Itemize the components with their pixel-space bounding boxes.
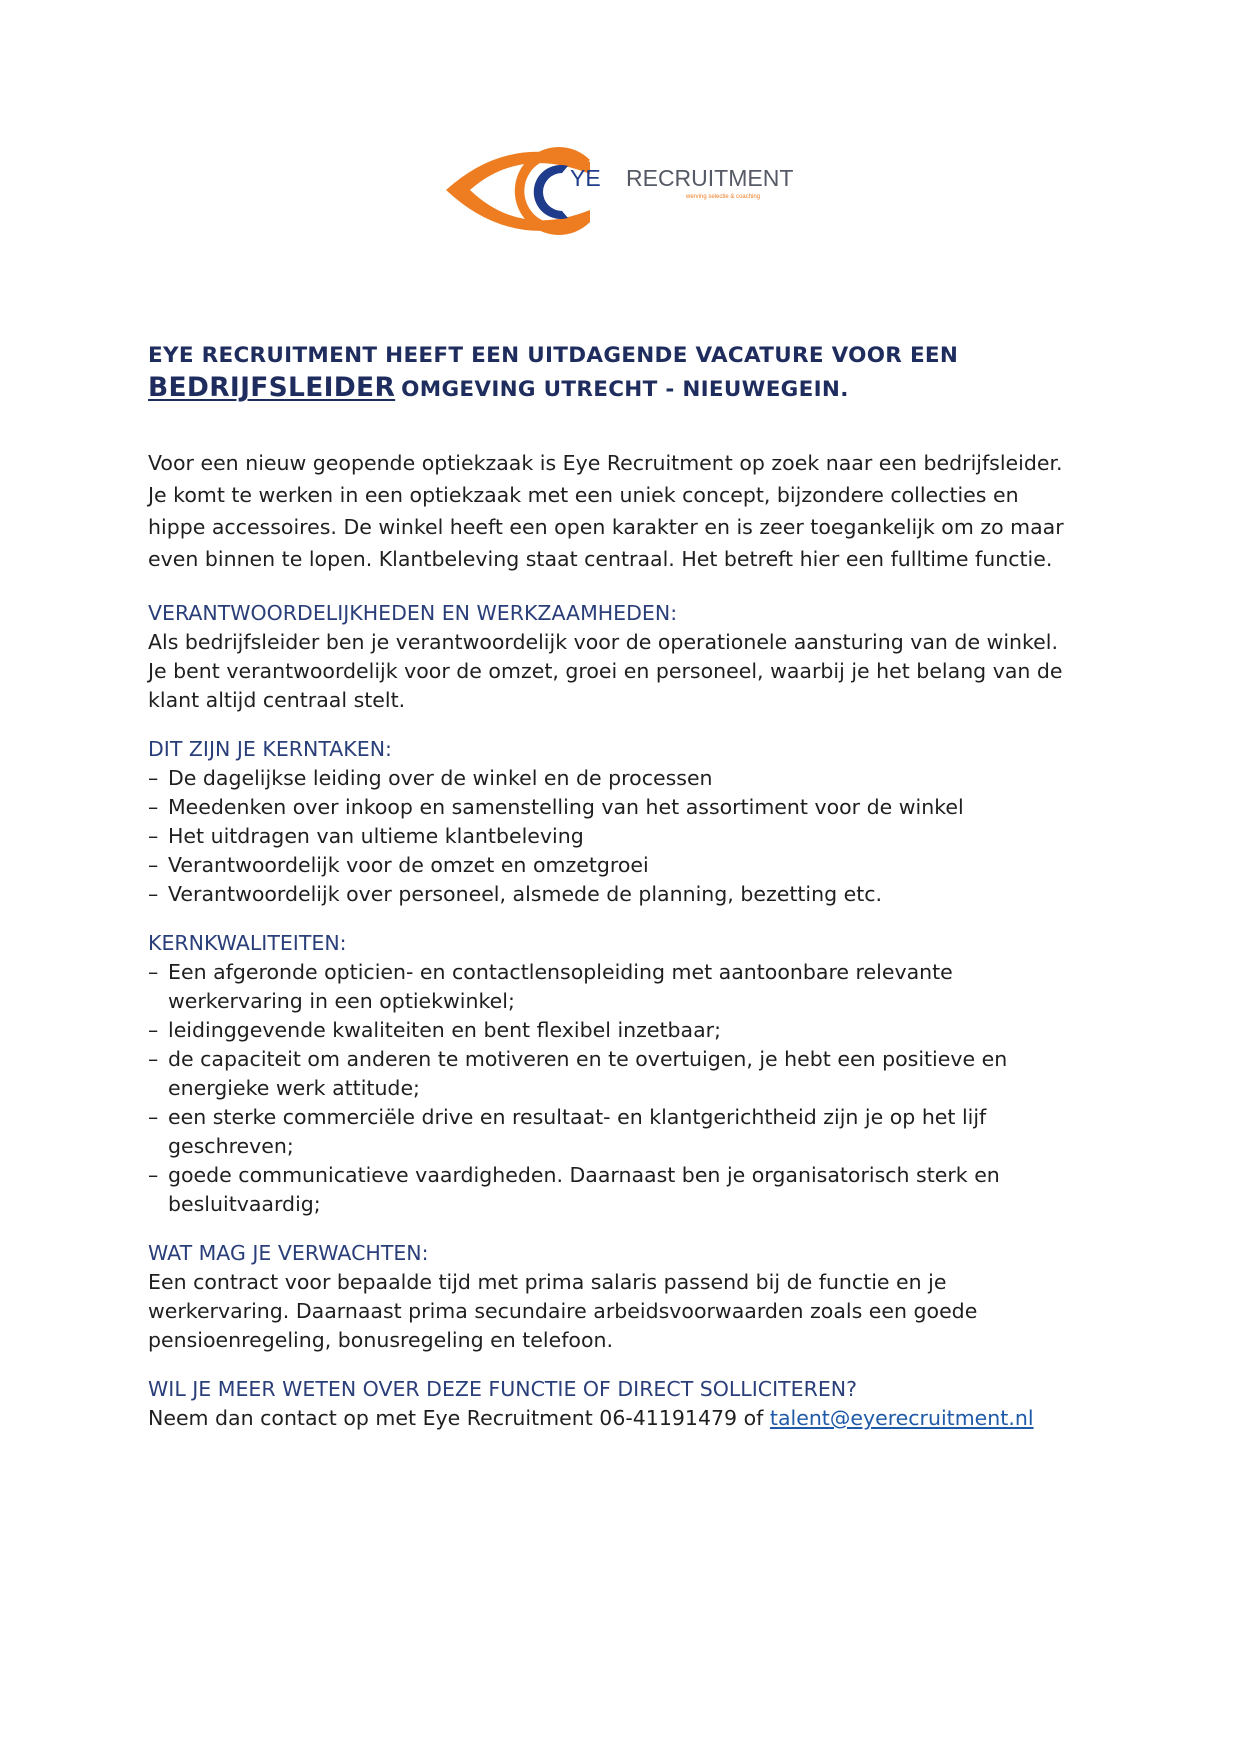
expectations-line: pensioenregeling, bonusregeling en telefoon. (148, 1328, 614, 1352)
logo-recruitment-text: RECRUITMENT (626, 165, 794, 191)
list-dash: – (148, 766, 159, 790)
list-item (148, 958, 1118, 1016)
list-item-text-continued: werkervaring in een optiekwinkel; (168, 989, 515, 1013)
list-dash: – (148, 1047, 159, 1071)
core-qualities-section (148, 929, 1118, 1219)
core-tasks-list (148, 764, 1118, 909)
contact-heading: WIL JE MEER WETEN OVER DEZE FUNCTIE OF DIRECT SOLLICITEREN? (148, 1377, 858, 1401)
list-item-text-continued: energieke werk attitude; (168, 1076, 420, 1100)
responsibilities-line: klant altijd centraal stelt. (148, 688, 406, 712)
list-item-text: de capaciteit om anderen te motiveren en te overtuigen, je hebt een positieve en (168, 1047, 1008, 1071)
logo-ye-text: YE (570, 165, 601, 191)
contact-line (148, 1404, 1118, 1433)
contact-text: Neem dan contact op met Eye Recruitment 06-41191479 of (148, 1406, 764, 1430)
core-qualities-heading: KERNKWALITEITEN: (148, 931, 347, 955)
headline-line-2 (148, 372, 1108, 406)
list-item (148, 1161, 1118, 1219)
intro-paragraph (148, 447, 1118, 575)
list-item (148, 880, 1118, 909)
list-item (148, 1103, 1118, 1161)
list-dash: – (148, 1163, 159, 1187)
intro-line: Voor een nieuw geopende optiekzaak is Eye Recruitment op zoek naar een bedrijfsleider. (148, 451, 1063, 475)
list-item-text: Een afgeronde opticien- en contactlensopleiding met aantoonbare relevante (168, 960, 953, 984)
expectations-line: werkervaring. Daarnaast prima secundaire arbeidsvoorwaarden zoals een goede (148, 1299, 978, 1323)
core-qualities-list (148, 958, 1118, 1219)
contact-section (148, 1375, 1118, 1433)
list-dash: – (148, 1018, 159, 1042)
list-item (148, 764, 1118, 793)
job-title: BEDRIJFSLEIDER (148, 372, 396, 403)
list-dash: – (148, 960, 159, 984)
list-item-text-continued: geschreven; (168, 1134, 294, 1158)
job-headline (148, 342, 1108, 406)
list-item-text: Meedenken over inkoop en samenstelling van het assortiment voor de winkel (168, 795, 964, 819)
company-logo (440, 138, 800, 263)
list-item-text: een sterke commerciële drive en resultaat- en klantgerichtheid zijn je op het lijf (168, 1105, 987, 1129)
list-item (148, 1045, 1118, 1103)
intro-line: hippe accessoires. De winkel heeft een open karakter en is zeer toegankelijk om zo maar (148, 515, 1064, 539)
navy-c-shape (534, 165, 568, 219)
list-item-text-continued: besluitvaardig; (168, 1192, 321, 1216)
intro-line: even binnen te lopen. Klantbeleving staat centraal. Het betreft hier een fulltime functie. (148, 547, 1053, 571)
responsibilities-line: Als bedrijfsleider ben je verantwoordelijk voor de operationele aansturing van de winkel. (148, 630, 1058, 654)
responsibilities-line: Je bent verantwoordelijk voor de omzet, groei en personeel, waarbij je het belang van de (148, 659, 1063, 683)
intro-line: Je komt te werken in een optiekzaak met een uniek concept, bijzondere collecties en (148, 483, 1019, 507)
job-location: OMGEVING UTRECHT - NIEUWEGEIN. (401, 377, 849, 402)
core-tasks-section (148, 735, 1118, 909)
list-item-text: leidinggevende kwaliteiten en bent flexibel inzetbaar; (168, 1018, 722, 1042)
list-item-text: Het uitdragen van ultieme klantbeleving (168, 824, 584, 848)
list-dash: – (148, 795, 159, 819)
list-item-text: Verantwoordelijk over personeel, alsmede de planning, bezetting etc. (168, 882, 883, 906)
list-dash: – (148, 882, 159, 906)
eye-recruitment-logo-graphic (440, 138, 800, 263)
list-item-text: goede communicatieve vaardigheden. Daarnaast ben je organisatorisch sterk en (168, 1163, 1000, 1187)
list-item (148, 1016, 1118, 1045)
core-tasks-heading: DIT ZIJN JE KERNTAKEN: (148, 737, 392, 761)
headline-line-1: EYE RECRUITMENT HEEFT EEN UITDAGENDE VACATURE VOOR EEN (148, 343, 959, 368)
list-item-text: Verantwoordelijk voor de omzet en omzetgroei (168, 853, 649, 877)
expectations-section (148, 1239, 1118, 1355)
list-item (148, 822, 1118, 851)
list-item (148, 851, 1118, 880)
list-dash: – (148, 824, 159, 848)
logo-tagline: werving selectie & coaching (686, 194, 761, 200)
list-dash: – (148, 853, 159, 877)
list-item (148, 793, 1118, 822)
list-dash: – (148, 1105, 159, 1129)
email-link[interactable]: talent@eyerecruitment.nl (769, 1406, 1034, 1430)
vacancy-content (148, 447, 1118, 1433)
expectations-heading: WAT MAG JE VERWACHTEN: (148, 1241, 429, 1265)
responsibilities-heading: VERANTWOORDELIJKHEDEN EN WERKZAAMHEDEN: (148, 601, 678, 625)
responsibilities-section (148, 599, 1118, 715)
list-item-text: De dagelijkse leiding over de winkel en de processen (168, 766, 713, 790)
expectations-line: Een contract voor bepaalde tijd met prima salaris passend bij de functie en je (148, 1270, 947, 1294)
